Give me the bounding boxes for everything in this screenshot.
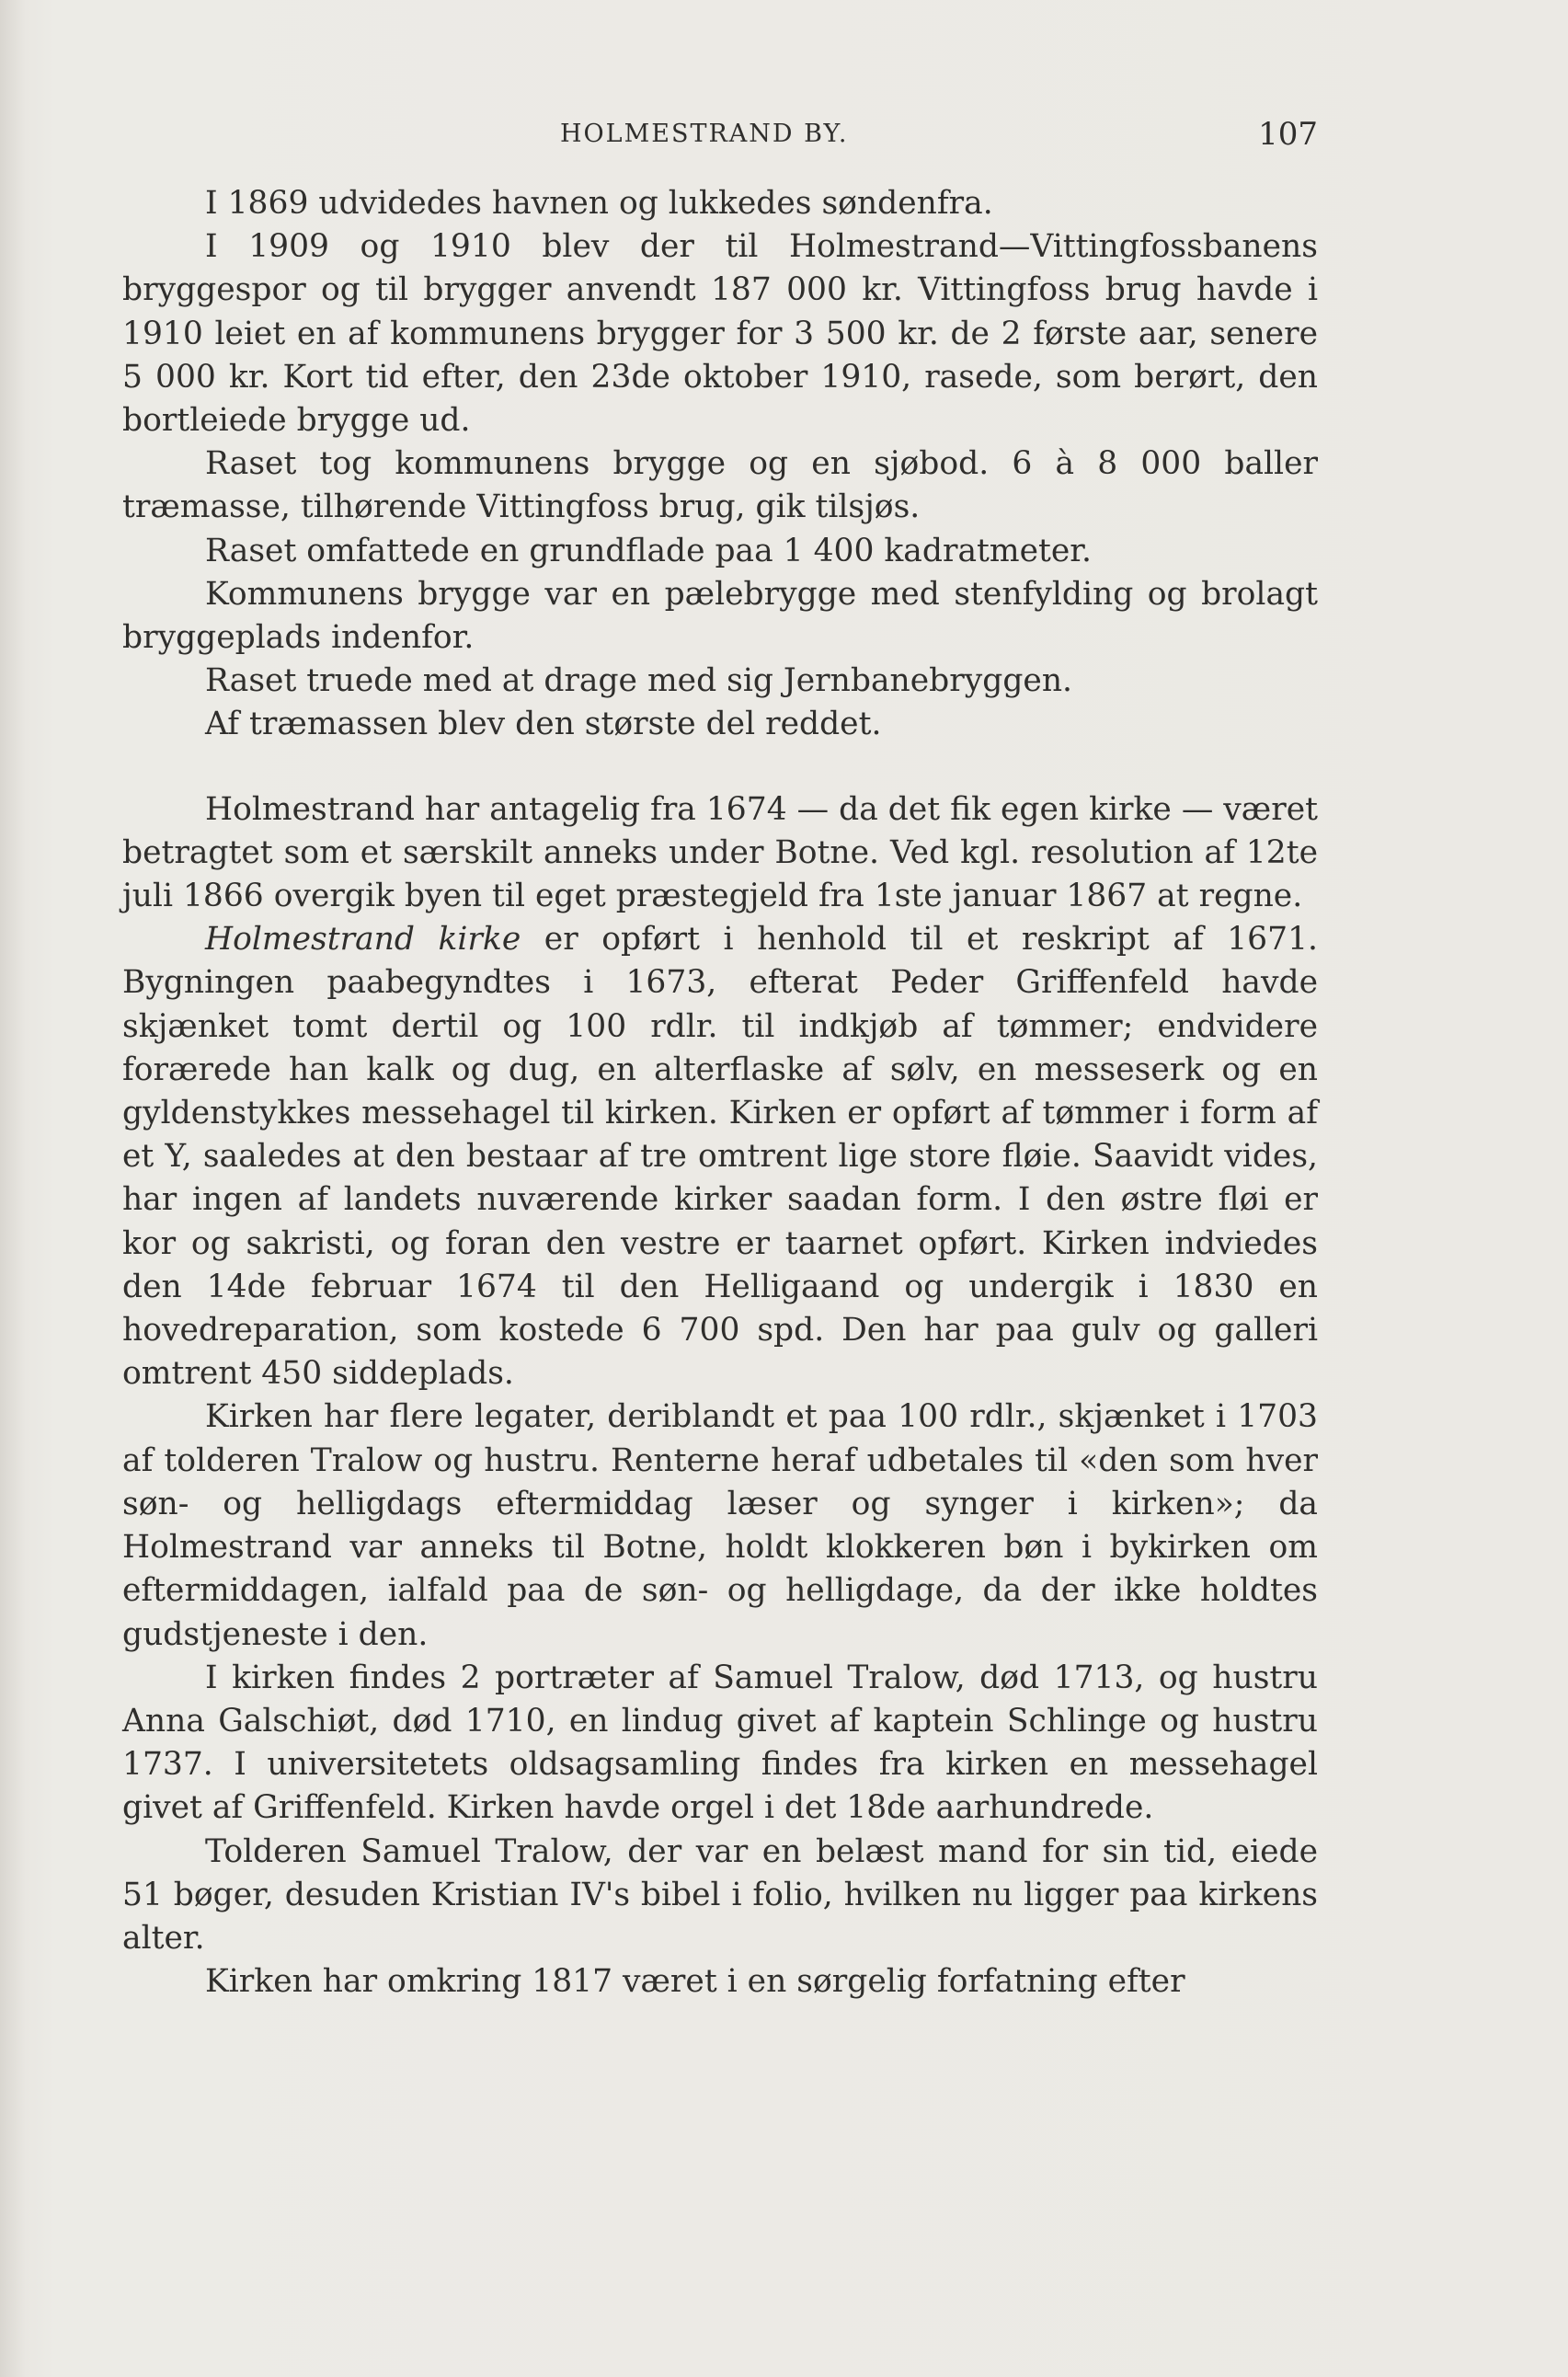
paragraph: I kirken findes 2 portræter af Samuel Tralow, død 1713, og hustru Anna Galschiøt, død 1710, en lindug givet af kaptein Schlinge og hustru 1737. I universitetets oldsagsamling findes fra kirken en messehagel givet af Griffenfeld. Kirken havde orgel i det 18de aarhundrede. bbox=[122, 1659, 1318, 1827]
paragraph: Kirken har flere legater, deriblandt et paa 100 rdlr., skjænket i 1703 af tolderen Tralow og hustru. Renterne heraf udbetales til «den som hver søn- og helligdags eftermiddag læser og synger i kirken»; da Holmestrand var anneks til Botne, holdt klokkeren bøn i bykirken om eftermiddagen, ialfald paa de søn- og helligdage, da der ikke holdtes gudstjeneste i den. bbox=[122, 1398, 1318, 1653]
section-gap bbox=[122, 747, 1318, 788]
paragraph: Kirken har omkring 1817 været i en sørgelig forfatning efter bbox=[205, 1963, 1185, 2001]
paragraph: Raset truede med at drage med sig Jernbanebryggen. bbox=[205, 662, 1073, 700]
church-paragraph bbox=[122, 918, 1318, 1395]
paragraph: Raset tog kommunens brygge og en sjøbod. 6 à 8 000 baller træmasse, tilhørende Vittingfoss brug, gik tilsjøs. bbox=[122, 445, 1318, 526]
paragraph: I 1869 udvidedes havnen og lukkedes søndenfra. bbox=[205, 185, 993, 222]
paragraph: I 1909 og 1910 blev der til Holmestrand—Vittingfossbanens bryggespor og til brygger anvendt 187 000 kr. Vittingfoss brug havde i 1910 leiet en af kommunens brygger for 3 500 kr. de 2 første aar, senere 5 000 kr. Kort tid efter, den 23de oktober 1910, rasede, som berørt, den bortleiede brygge ud. bbox=[122, 228, 1318, 440]
church-name-italic: Holmestrand kirke bbox=[205, 921, 521, 959]
page-header bbox=[122, 116, 1318, 158]
body-text bbox=[122, 182, 1318, 2004]
paragraph: Kommunens brygge var en pælebrygge med stenfylding og brolagt bryggeplads indenfor. bbox=[122, 575, 1318, 657]
running-head: HOLMESTRAND BY. bbox=[560, 120, 849, 148]
page-number: 107 bbox=[1258, 116, 1318, 153]
paragraph: Af træmassen blev den største del reddet. bbox=[205, 706, 882, 743]
church-paragraph-text: er opført i henhold til et reskript af 1671. Bygningen paabegyndtes i 1673, efterat Peder Griffenfeld havde skjænket tomt dertil og 100 rdlr. til indkjøb af tømmer; endvidere forærede han kalk og dug, en alterflaske af sølv, en messeserk og en gyldenstykkes messehagel til kirken. Kirken er opført af tømmer i form af et Y, saaledes at den bestaar af tre omtrent lige store fløie. Saavidt vides, har ingen af landets nuværende kirker saadan form. I den østre fløi er kor og sakristi, og foran den vestre er taarnet opført. Kirken indviedes den 14de februar 1674 til den Helligaand og undergik i 1830 en hovedreparation, som kostede 6 700 spd. Den har paa gulv og galleri omtrent 450 siddeplads. bbox=[122, 921, 1318, 1393]
paragraph: Tolderen Samuel Tralow, der var en belæst mand for sin tid, eiede 51 bøger, desuden Kristian IV's bibel i folio, hvilken nu ligger paa kirkens alter. bbox=[122, 1832, 1318, 1957]
paragraph: Raset omfattede en grundflade paa 1 400 kadratmeter. bbox=[205, 532, 1092, 569]
paragraph: Holmestrand har antagelig fra 1674 — da det fik egen kirke — været betragtet som et særskilt anneks under Botne. Ved kgl. resolution af 12te juli 1866 overgik byen til eget præstegjeld fra 1ste januar 1867 at regne. bbox=[122, 790, 1318, 915]
